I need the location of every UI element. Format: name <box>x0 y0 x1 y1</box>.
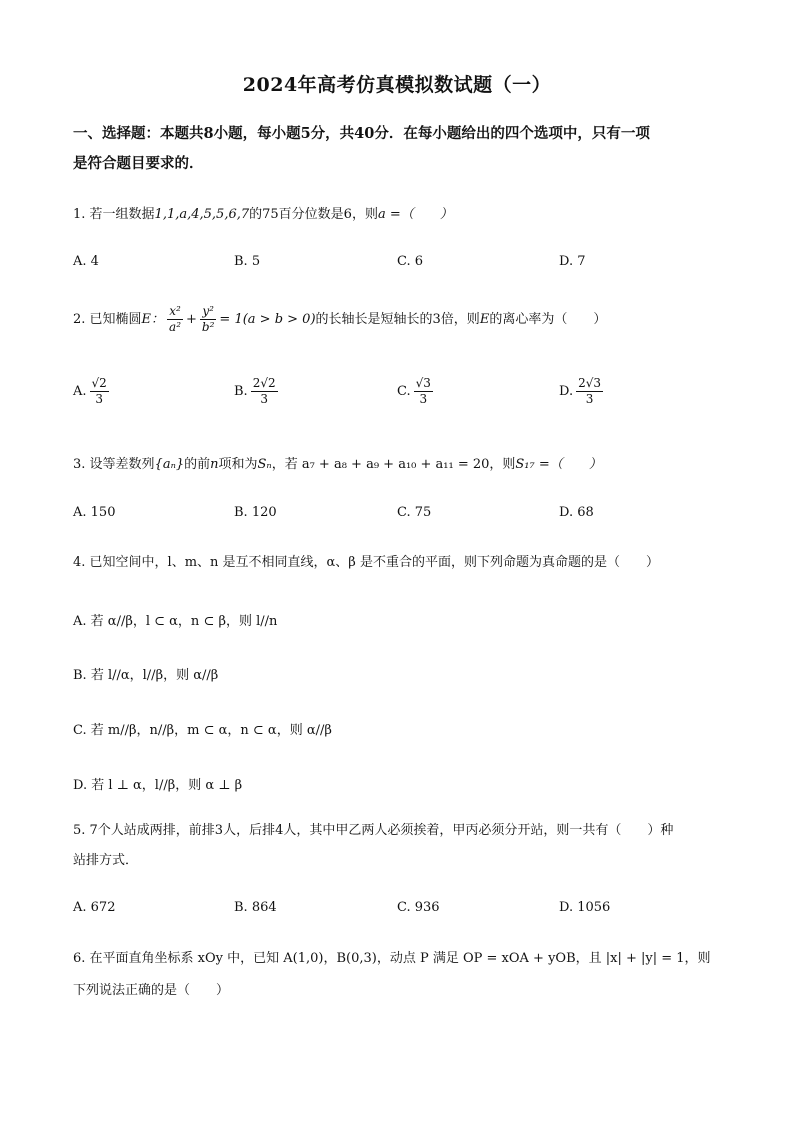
q2-option-b[interactable] <box>234 376 281 407</box>
q2-suffix: 的长轴长是短轴长的3倍，则 <box>315 312 480 327</box>
q4-option-c[interactable]: C. 若 m//β，n//β，m ⊂ α，n ⊂ α，则 α//β <box>73 723 332 738</box>
q2-frac2-den: b² <box>201 320 215 334</box>
q1-option-d[interactable]: D. 7 <box>559 254 586 269</box>
q3-option-a[interactable]: A. 150 <box>73 505 116 520</box>
q1-option-c[interactable]: C. 6 <box>397 254 424 269</box>
q2-plus: + <box>186 312 197 327</box>
q2-option-d-den: 3 <box>585 392 594 406</box>
q2-option-b-den: 3 <box>260 392 268 406</box>
question-6 <box>73 943 733 1007</box>
section-heading <box>73 119 723 179</box>
q3-condition: ，若 a₇ + a₈ + a₉ + a₁₀ + a₁₁ = 20，则 <box>271 457 516 472</box>
q5-line2: 站排方式． <box>73 853 139 868</box>
q2-option-a[interactable] <box>73 376 112 407</box>
q3-mid: 的前 <box>184 457 211 472</box>
q6-line2: 下列说法正确的是（ ） <box>73 983 230 998</box>
question-5 <box>73 816 733 876</box>
q4-option-b[interactable]: B. 若 l//α，l//β，则 α//β <box>73 668 219 683</box>
section-heading-line2: 是符合题目要求的． <box>73 155 204 172</box>
q3-prefix: 3. 设等差数列 <box>73 457 155 472</box>
q2-option-b-frac <box>251 376 278 407</box>
q2-option-c-label: C. <box>397 384 411 399</box>
q4-option-a[interactable]: A. 若 α//β，l ⊂ α，n ⊂ β，则 l//n <box>73 614 278 629</box>
q1-option-b[interactable]: B. 5 <box>234 254 261 269</box>
q2-option-b-label: B. <box>234 384 248 399</box>
q2-option-c[interactable] <box>397 376 436 407</box>
q3-options <box>73 505 733 529</box>
question-1 <box>73 200 733 230</box>
q2-frac1-num: x² <box>167 304 183 320</box>
q3-mid2: 项和为 <box>218 457 258 472</box>
q5-line1: 5. 7个人站成两排，前排3人，后排4人，其中甲乙两人必须挨着，甲丙必须分开站，则一共有（ ）种 <box>73 823 674 838</box>
q2-ellipse-name: E： <box>141 312 165 327</box>
q5-option-d[interactable]: D. 1056 <box>559 900 611 915</box>
q1-option-a[interactable]: A. 4 <box>73 254 99 269</box>
page-title: 2024年高考仿真模拟数试题（一） <box>242 74 552 96</box>
q1-suffix: 的75百分位数是6，则 <box>249 207 378 222</box>
question-4: 4. 已知空间中，l、m、n 是互不相同直线，α、β 是不重合的平面，则下列命题为真命题的是（ ） <box>73 555 659 570</box>
q2-fraction-x <box>167 304 183 335</box>
q3-sn: Sₙ <box>257 457 272 472</box>
question-3 <box>73 450 733 480</box>
q1-prefix: 1. 若一组数据 <box>73 207 155 222</box>
section-heading-line1: 一、选择题：本题共8小题，每小题5分，共40分．在每小题给出的四个选项中，只有一项 <box>73 125 650 142</box>
q2-option-c-frac <box>414 376 433 407</box>
q2-tail: 的离心率为（ ） <box>489 312 607 327</box>
q2-option-a-den: 3 <box>95 392 103 406</box>
q6-line1: 6. 在平面直角坐标系 xOy 中，已知 A(1,0)，B(0,3)，动点 P 满足 OP = xOA + yOB，且 |x| + |y| = 1，则 <box>73 951 711 966</box>
q2-frac2-num: y² <box>200 304 217 320</box>
q3-option-d[interactable]: D. 68 <box>559 505 594 520</box>
q3-s17: S₁₇ =（ ） <box>515 457 602 472</box>
q2-option-d-num: 2√3 <box>578 376 602 390</box>
q1-options <box>73 254 733 278</box>
q1-data: 1,1,a,4,5,5,6,7 <box>154 207 250 222</box>
q2-ellipse-name-2: E <box>479 312 490 327</box>
q2-option-c-num: √3 <box>415 376 431 390</box>
q3-option-b[interactable]: B. 120 <box>234 505 277 520</box>
q3-option-c[interactable]: C. 75 <box>397 505 432 520</box>
q2-options <box>73 376 733 420</box>
q2-frac1-den: a² <box>169 320 182 334</box>
q2-option-b-num: 2√2 <box>252 376 276 390</box>
q1-tail: a =（ ） <box>377 207 453 222</box>
q2-option-c-den: 3 <box>419 392 428 406</box>
q4-option-d[interactable]: D. 若 l ⊥ α，l//β，则 α ⊥ β <box>73 778 243 793</box>
q2-option-a-frac <box>90 376 109 407</box>
q2-option-a-num: √2 <box>91 376 107 390</box>
q2-option-d-frac <box>576 376 603 407</box>
q5-option-a[interactable]: A. 672 <box>73 900 116 915</box>
q3-sequence: {aₙ} <box>154 457 185 472</box>
q5-options <box>73 900 733 924</box>
q2-fraction-y <box>200 304 217 335</box>
question-2 <box>73 304 733 335</box>
q3-n: n <box>210 457 219 472</box>
q2-prefix: 2. 已知椭圆 <box>73 312 142 327</box>
q2-option-d[interactable] <box>559 376 606 407</box>
q5-option-c[interactable]: C. 936 <box>397 900 440 915</box>
q2-equation: = 1(a > b > 0) <box>219 312 316 327</box>
q5-option-b[interactable]: B. 864 <box>234 900 277 915</box>
q2-option-d-label: D. <box>559 384 574 399</box>
q2-option-a-label: A. <box>73 384 87 399</box>
